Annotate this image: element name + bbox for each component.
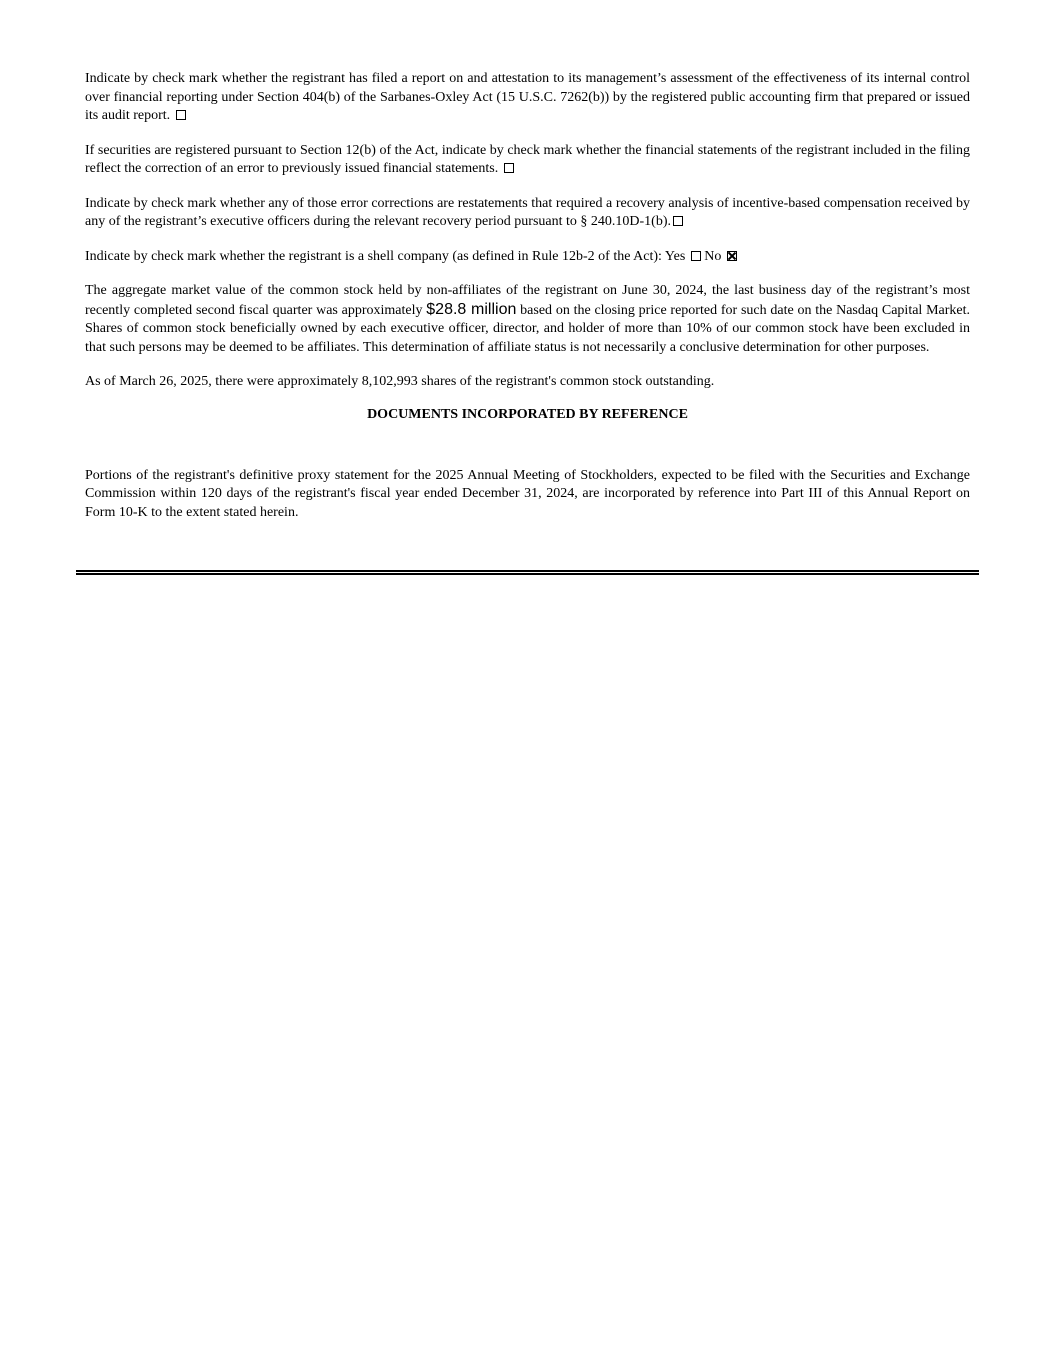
shell-no-checkbox[interactable] [727, 251, 737, 261]
shell-company-paragraph [85, 248, 970, 267]
shares-outstanding-text: As of March 26, 2025, there were approximately 8,102,993 shares of the registrant's common stock outstanding. [85, 374, 715, 389]
error-correction-paragraph [85, 142, 970, 179]
shell-no-label: No [704, 248, 722, 264]
icfr-attestation-checkbox[interactable] [176, 110, 186, 120]
error-correction-text: If securities are registered pursuant to Section 12(b) of the Act, indicate by check mark whether the financial statements of the registrant included in the filing reflect the correction of an error to previously issued financial statements. [85, 142, 970, 176]
restatements-text: Indicate by check mark whether any of those error corrections are restatements that required a recovery analysis of incentive-based compensation received by any of the registrant’s executive officers during the relevant recovery period pursuant to § 240.10D-1(b). [85, 195, 970, 229]
proxy-statement-text: Portions of the registrant's definitive proxy statement for the 2025 Annual Meeting of Stockholders, expected to be filed with the Securities and Exchange Commission within 120 days of the registrant's fiscal year ended December 31, 2024, are incorporated by reference into Part III of this Annual Report on Form 10-K to the extent stated herein. [85, 467, 970, 520]
document-body [85, 70, 970, 538]
market-value-amount: $28.8 million [426, 300, 517, 318]
market-value-text-end: based on the closing price reported for such date on the Nasdaq Capital Market. Shares of common stock beneficially owned by each executive officer, director, and holder of more than 10% of our common stock have been excluded in that such persons may be deemed to be affiliates. This determination of affiliate status is not necessarily a conclusive determination for other purposes. [85, 302, 971, 355]
shell-yes-label: Yes [664, 248, 686, 264]
icfr-attestation-paragraph [85, 70, 970, 126]
shell-company-text: Indicate by check mark whether the registrant is a shell company (as defined in Rule 12b-2 of the Act): [85, 248, 662, 264]
market-value-paragraph [85, 282, 970, 357]
restatements-checkbox[interactable] [673, 216, 683, 226]
shell-yes-checkbox[interactable] [691, 251, 701, 261]
double-rule-divider [76, 570, 979, 575]
restatements-paragraph [85, 195, 970, 232]
error-correction-checkbox[interactable] [504, 163, 514, 173]
icfr-attestation-text: Indicate by check mark whether the registrant has filed a report on and attestation to its management’s assessment of the effectiveness of its internal control over financial reporting under Section 404(b) of the Sarbanes-Oxley Act (15 U.S.C. 7262(b)) by the registered public accounting firm that prepared or issued its audit report. [85, 71, 970, 123]
shares-outstanding-paragraph [85, 373, 970, 392]
market-value-text-start: The aggregate market value of the common stock held by non-affiliates of the registrant on June 30, 2024, the last business day of the registrant’s most recently completed second fiscal quarter was approximately [85, 283, 970, 318]
proxy-statement-paragraph [85, 467, 970, 523]
documents-incorporated-heading: DOCUMENTS INCORPORATED BY REFERENCE [367, 406, 688, 422]
